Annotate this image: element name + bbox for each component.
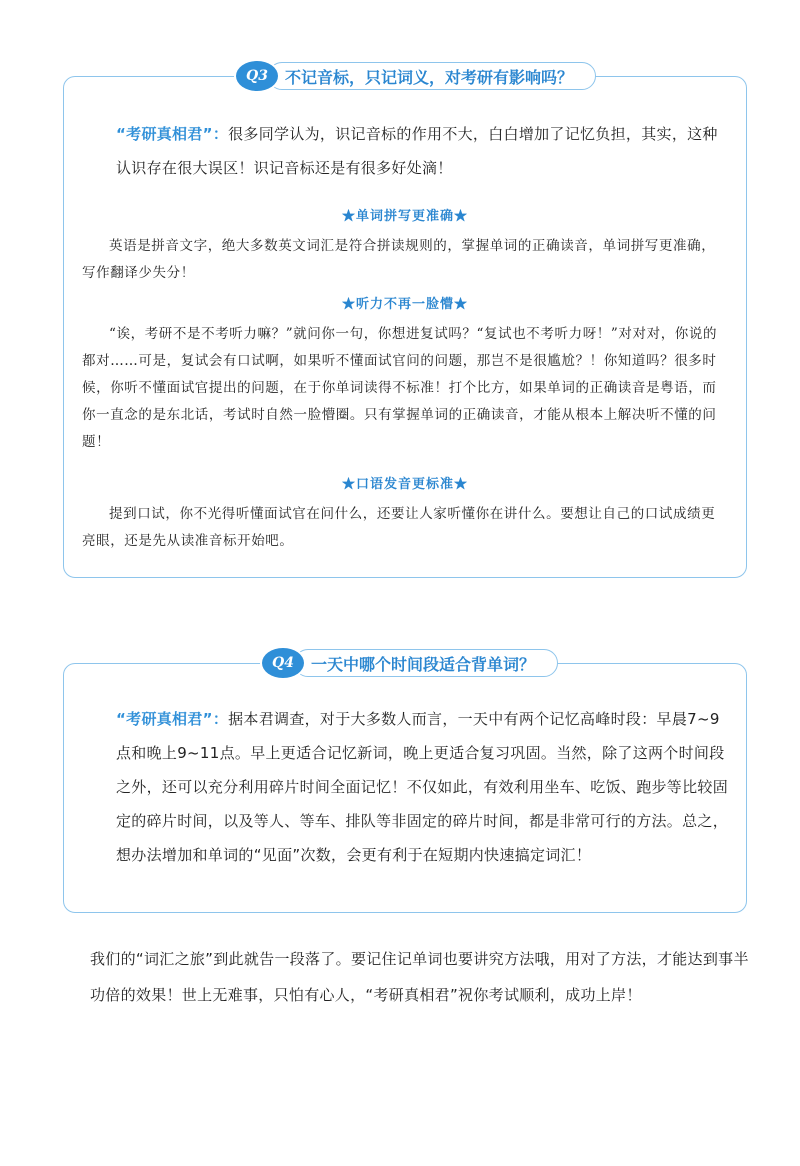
q3-card [63, 67, 747, 578]
q3-section-2-text: “诶，考研不是不考听力嘛？”就问你一句，你想进复试吗？“复试也不考听力呀！”对对对，你说的都对……可是，复试会有口试啊，如果听不懂面试官问的问题，那岂不是很尴尬？！你知道吗？很多时候，你听不懂面试官提出的问题，在于你单词读得不标准！打个比方，如果单词的正确读音是粤语，而你一直念的是东北话，考试时自然一脸懵圈。只有掌握单词的正确读音，才能从根本上解决听不懂的问题！ [82, 326, 718, 450]
q4-title: 一天中哪个时间段适合背单词？ [311, 654, 536, 674]
q3-subheading-1 [64, 205, 746, 224]
q3-section-1-text: 英语是拼音文字，绝大多数英文词汇是符合拼读规则的，掌握单词的正确读音，单词拼写更准确，写作翻译少失分！ [82, 238, 716, 281]
star-icon: ★ [454, 297, 469, 312]
q3-title: 不记音标，只记词义，对考研有影响吗？ [285, 67, 574, 87]
q4-badge: Q4 [262, 648, 304, 678]
star-icon: ★ [341, 297, 356, 312]
star-icon: ★ [454, 209, 469, 224]
q3-title-pill [268, 62, 596, 90]
q3-subheading-3 [64, 473, 746, 492]
star-icon: ★ [454, 477, 469, 492]
q4-card [63, 654, 747, 913]
q4-lead-text: 据本君调查，对于大多数人而言，一天中有两个记忆高峰时段：早晨7~9点和晚上9~11点。早上更适合记忆新词，晚上更适合复习巩固。当然，除了这两个时间段之外，还可以充分利用碎片时间全面记忆！不仅如此，有效利用坐车、吃饭、跑步等比较固定的碎片时间，以及等人、等车、排队等非固定的碎片时间，都是非常可行的方法。总之，想办法增加和单词的“见面”次数，会更有利于在短期内快速搞定词汇！ [116, 710, 729, 864]
q3-speaker: “考研真相君”： [116, 125, 229, 143]
star-icon: ★ [341, 477, 356, 492]
q3-subheading-3-text: 口语发音更标准 [355, 477, 454, 492]
q3-lead-text: 很多同学认为，识记音标的作用不大，白白增加了记忆负担，其实，这种认识存在很大误区！识记音标还是有很多好处滴！ [116, 125, 718, 177]
q4-header [262, 647, 558, 679]
star-icon: ★ [341, 209, 356, 224]
q3-subheading-2-text: 听力不再一脸懵 [355, 297, 454, 312]
q3-lead-paragraph [64, 117, 746, 185]
q3-section-3-text: 提到口试，你不光得听懂面试官在问什么，还要让人家听懂你在讲什么。要想让自己的口试成绩更亮眼，还是先从读准音标开始吧。 [82, 506, 716, 549]
q4-title-pill [294, 649, 558, 677]
q3-subheading-1-text: 单词拼写更准确 [355, 209, 454, 224]
q3-subheading-2 [64, 293, 746, 312]
q4-speaker: “考研真相君”： [116, 710, 229, 728]
closing-paragraph: 我们的“词汇之旅”到此就告一段落了。要记住记单词也要讲究方法哦，用对了方法，才能达到事半功倍的效果！世上无难事，只怕有心人，“考研真相君”祝你考试顺利，成功上岸！ [90, 950, 749, 1004]
q3-header [236, 60, 596, 92]
q4-lead-paragraph [64, 702, 746, 872]
q3-badge: Q3 [236, 61, 278, 91]
